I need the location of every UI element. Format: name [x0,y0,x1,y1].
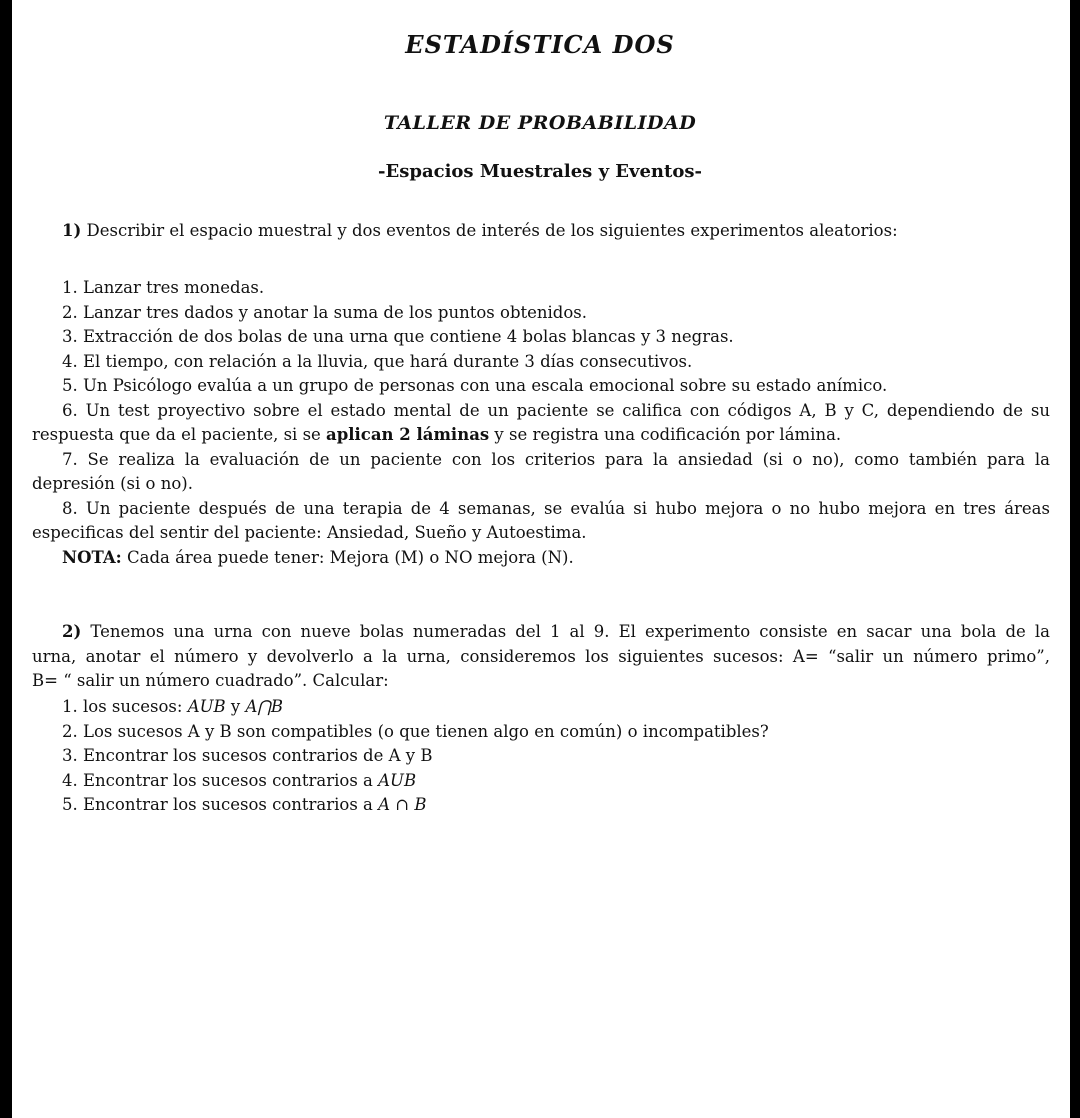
question-2-intro [32,620,1050,694]
bold-phrase: aplican 2 láminas [326,425,490,444]
list-item-line [32,423,1050,448]
list-item [32,497,1050,546]
list-item: 2. Lanzar tres dados y anotar la suma de los puntos obtenidos. [62,302,588,322]
question-2-list [32,695,1050,818]
list-item [32,769,1050,794]
math-expression: AUB [187,697,226,716]
list-item-text: respuesta que da el paciente, si se [32,425,327,444]
note-label: NOTA: [62,547,122,567]
list-item-line: 6. Un test proyectivo sobre el estado mental de un paciente se califica con códigos A, B y C, dependiendo de su [62,400,1050,420]
question-1-intro [32,219,1050,244]
list-item: 4. El tiempo, con relación a la lluvia, que hará durante 3 días consecutivos. [62,351,693,371]
note-text: Cada área puede tener: Mejora (M) o NO mejora (N). [121,547,574,567]
list-item-text: 5. Encontrar los sucesos contrarios a [62,795,379,814]
list-item: 3. Encontrar los sucesos contrarios de A y B [62,746,433,765]
question-2-line [32,620,1050,645]
note [32,546,1050,571]
list-item [32,695,1050,720]
list-item-text: y se registra una codificación por lámina. [489,425,842,444]
list-item-line: depresión (si o no). [32,474,193,493]
section-title: -Espacios Muestrales y Eventos- [378,161,702,182]
list-item [32,399,1050,448]
list-item [32,793,1050,818]
list-item-line: especificas del sentir del paciente: Ansiedad, Sueño y Autoestima. [32,523,587,542]
question-1-number: 1) [62,221,82,240]
list-item [32,448,1050,497]
question-2-line: B= “ salir un número cuadrado”. Calcular: [32,671,389,690]
math-expression: A⋂B [245,697,284,716]
math-expression: AUB [378,770,417,790]
list-item: 5. Un Psicólogo evalúa a un grupo de personas con una escala emocional sobre su estado anímico. [62,376,888,395]
question-1-text: Describir el espacio muestral y dos eventos de interés de los siguientes experimentos aleatorios: [86,221,898,240]
document-title: ESTADÍSTICA DOS [405,30,675,59]
list-item: 3. Extracción de dos bolas de una urna que contiene 4 bolas blancas y 3 negras. [62,327,734,346]
document-page [12,0,1070,1118]
list-item-text: 1. los sucesos: [62,697,188,716]
list-item-text: y [225,697,246,716]
question-1-list [32,276,1050,570]
list-item-line: 8. Un paciente después de una terapia de 4 semanas, se evalúa si hubo mejora o no hubo mejora en tres áreas [62,498,1050,518]
list-item-text: 4. Encontrar los sucesos contrarios a [62,770,379,790]
question-2-number: 2) [62,622,82,641]
question-2-line: urna, anotar el número y devolverlo a la urna, consideremos los siguientes sucesos: A= “salir un número primo”, [32,646,1050,666]
list-item-line: 7. Se realiza la evaluación de un paciente con los criterios para la ansiedad (si o no), como también para la [62,449,1050,469]
question-2-text: Tenemos una urna con nueve bolas numeradas del 1 al 9. El experimento consiste en sacar una bola de la [81,622,1050,641]
workshop-title: TALLER DE PROBABILIDAD [383,112,697,134]
math-expression: A ∩ B [378,795,427,814]
list-item: 1. Lanzar tres monedas. [62,278,265,297]
list-item: 2. Los sucesos A y B son compatibles (o que tienen algo en común) o incompatibles? [62,721,769,741]
